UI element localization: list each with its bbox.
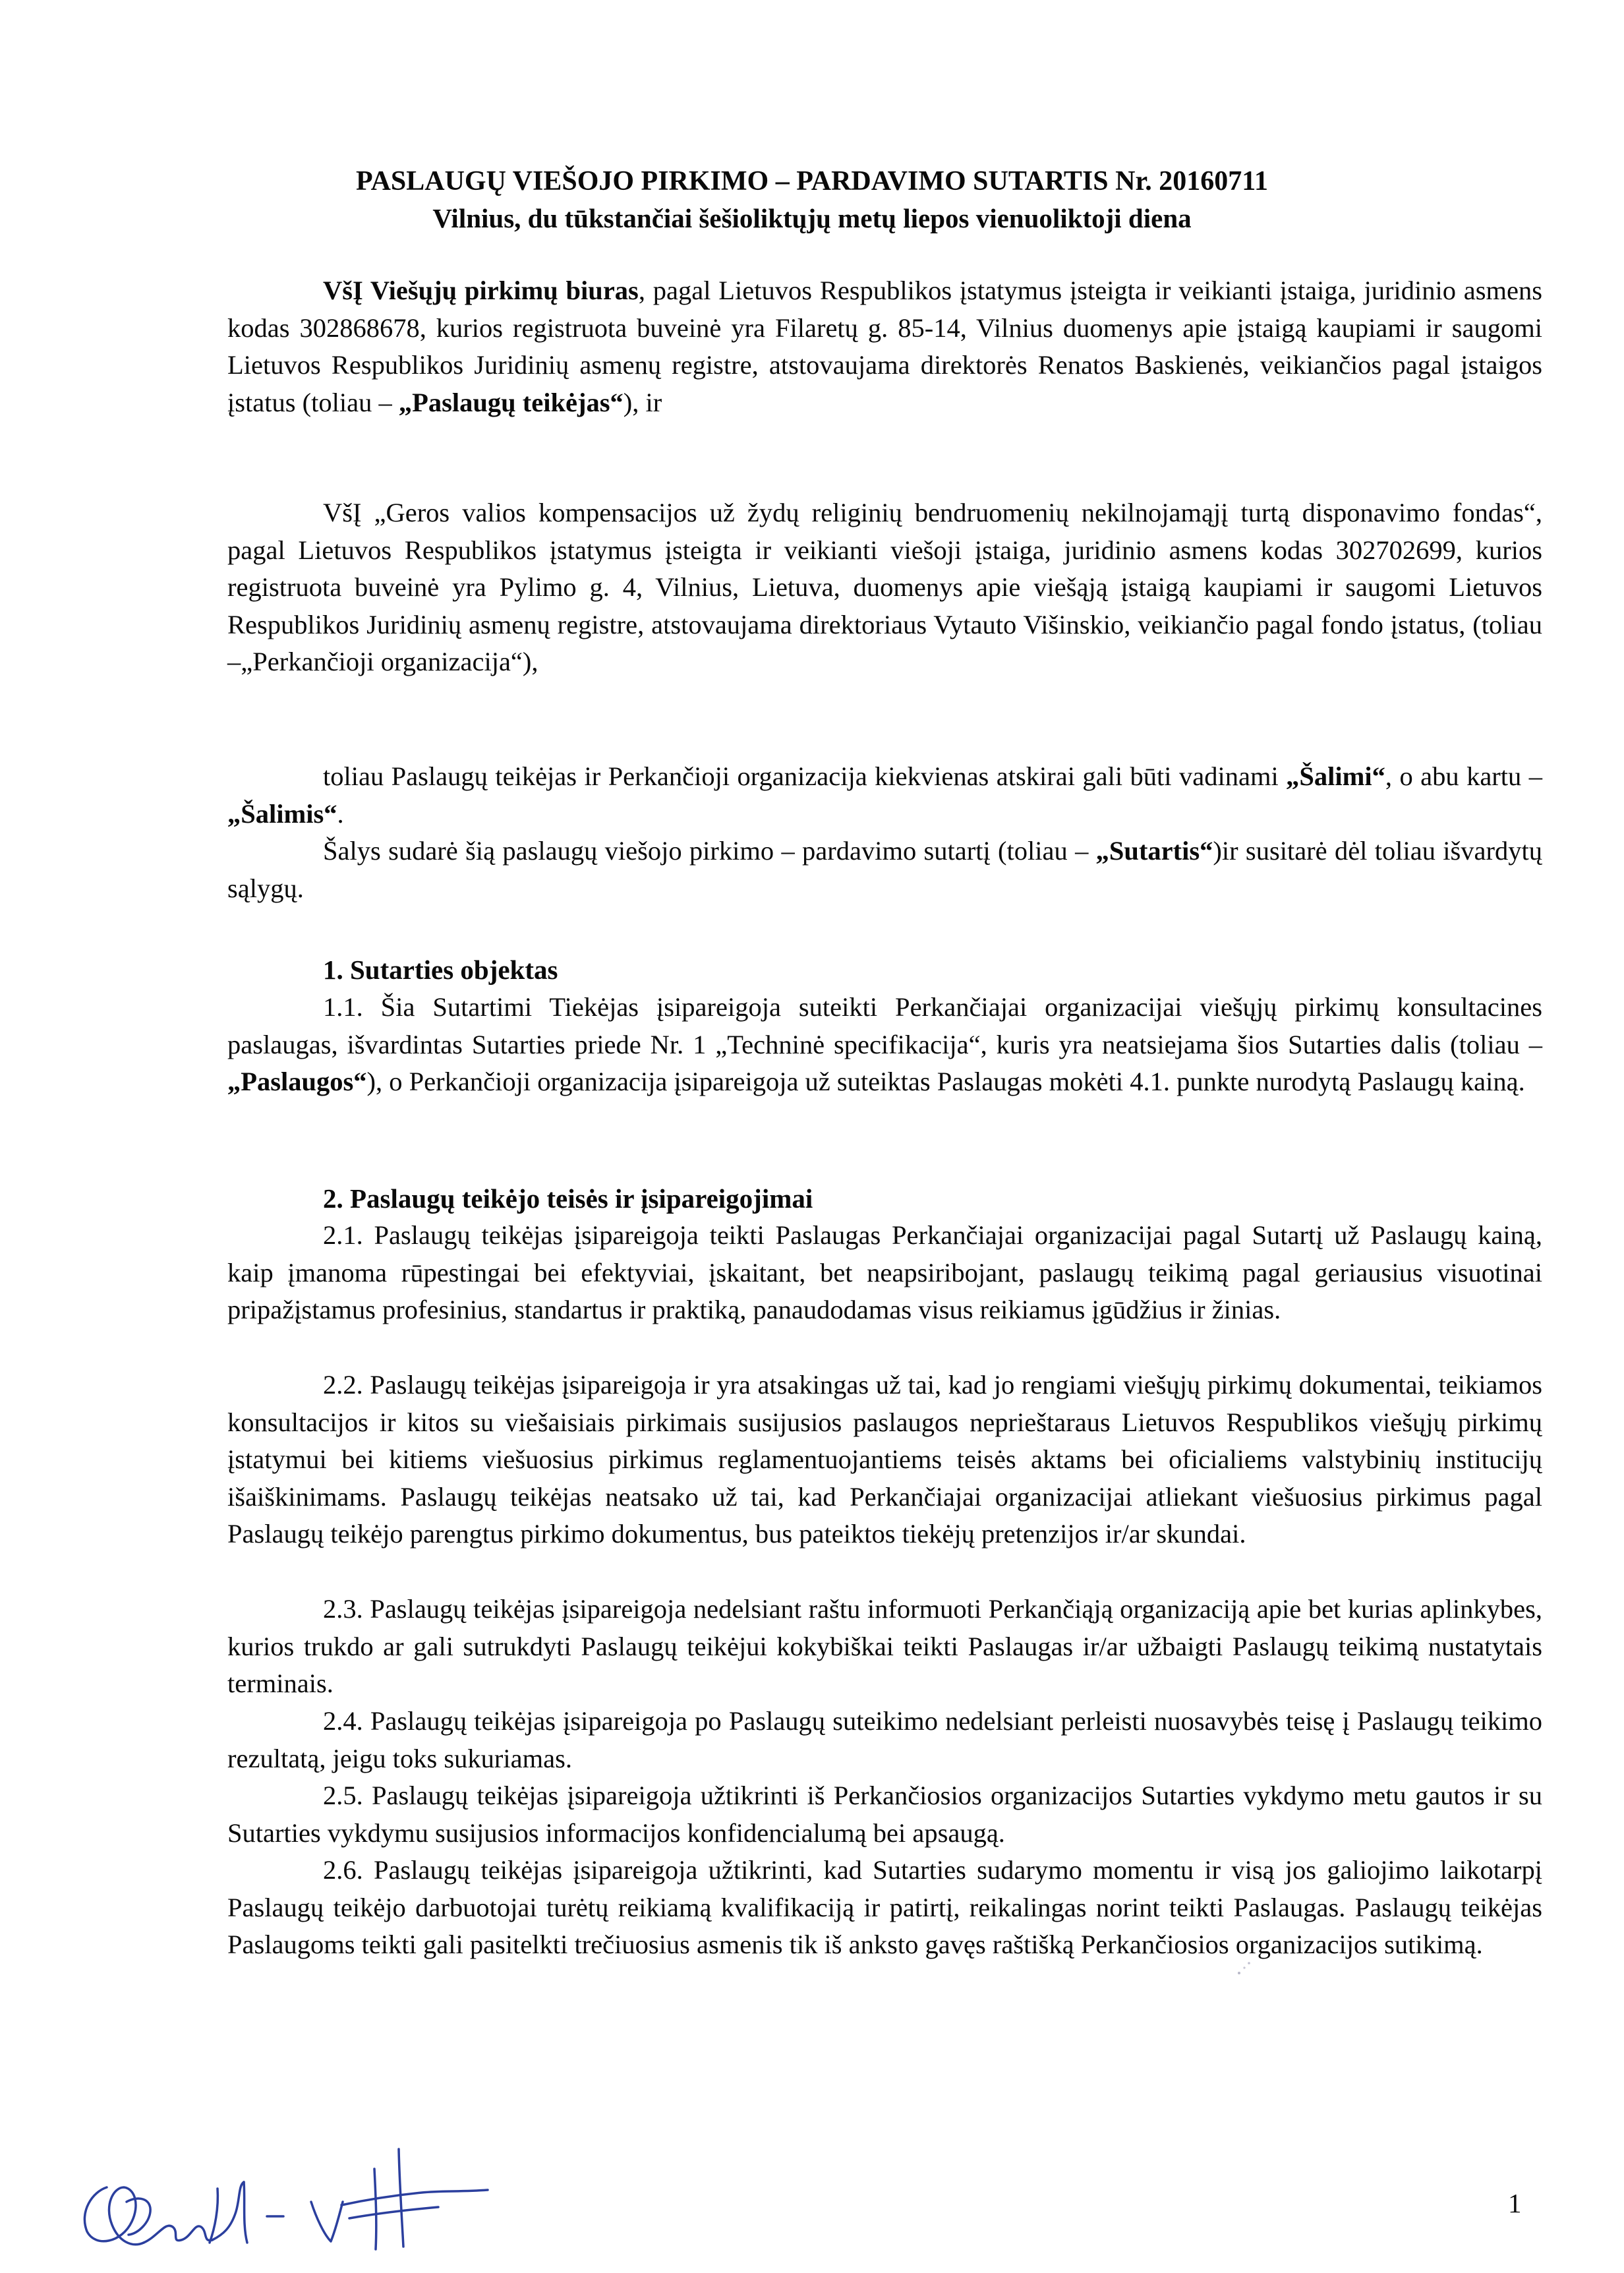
parties-note-text: toliau Paslaugų teikėjas ir Perkančioji organizacija kiekvienas atskirai gali būti vadinami (323, 761, 1279, 791)
section2-clause-2-6: 2.6. Paslaugų teikėjas įsipareigoja užtikrinti, kad Sutarties sudarymo momentu ir visą jos galiojimo laikotarpį Paslaugų teikėjo darbuotojai turėtų reikiamą kvalifikaciją ir patirtį, reikalingas norint teikti Paslaugas. Paslaugų teikėjas Paslaugoms teikti gali pasitelkti trečiuosius asmenis tik iš anksto gavęs raštišką Perkančiosios organizacijos sutikimą. (227, 1855, 1542, 1960)
parties-alias-plural: „Šalimis“ (227, 798, 337, 829)
party1-name: VšĮ Viešųjų pirkimų biuras (323, 276, 639, 305)
agreement-alias: „Sutartis“ (1095, 836, 1213, 866)
agreement-note-paragraph (227, 833, 1542, 907)
clause-1-1-alias: „Paslaugos“ (227, 1067, 367, 1097)
clause-1-1-start: 1.1. Šia Sutartimi Tiekėjas įsipareigoja suteikti Perkančiajai organizacijai viešųjų pirkimų konsultacines paslaugas, išvardintas Sutarties priede Nr. 1 „Techninė specifikacija“, kuris yra neatsiejama šios Sutarties dalis (toliau – (227, 992, 1542, 1059)
section1-clause-1-1 (227, 989, 1542, 1101)
agreement-note-end: )ir susitarė dėl toliau išvardytų sąlygų. (227, 836, 1542, 903)
section2-clause-2-1: 2.1. Paslaugų teikėjas įsipareigoja teikti Paslaugas Perkančiajai organizacijai pagal Sutartį už Paslaugų kainą, kaip įmanoma rūpestingai bei efektyviai, įskaitant, bet neapsiribojant, paslaugų teikimą pagal geriausius visuotinai pripažįstamus profesinius, standartus ir praktiką, panaudodamas visus reikiamus įgūdžius ir žinias. (227, 1220, 1542, 1325)
section2-clause-2-3: 2.3. Paslaugų teikėjas įsipareigoja nedelsiant raštu informuoti Perkančiąją organizaciją apie bet kurias aplinkybes, kurios trukdo ar gali sutrukdyti Paslaugų teikėjui kokybiškai teikti Paslaugas ir/ar užbaigti Paslaugų teikimą nustatytais terminais. (227, 1594, 1542, 1699)
document-title: PASLAUGŲ VIEŠOJO PIRKIMO – PARDAVIMO SUTARTIS Nr. 20160711 (356, 166, 1268, 196)
section2-heading: 2. Paslaugų teikėjo teisės ir įsipareigojimai (323, 1183, 813, 1214)
parties-note-middle: , o abu kartu – (1385, 761, 1542, 791)
party1-text: , pagal Lietuvos Respublikos įstatymus įsteigta ir veikianti įstaiga, juridinio asmens kodas 302868678, kurios registruota buveinė yra Filaretų g. 85-14, Vilnius duomenys apie įstaigą kaupiami ir saugomi Lietuvos Respublikos Juridinių asmenų registre, atstovaujama direktorės Renatos Baskienės, veikiančios pagal įstaigos įstatus (toliau – (227, 276, 1542, 417)
scan-speck (1232, 1955, 1259, 1981)
section2-clause-2-2: 2.2. Paslaugų teikėjas įsipareigoja ir yra atsakingas už tai, kad jo rengiami viešųjų pirkimų dokumentai, teikiamos konsultacijos ir kitos su viešaisiais pirkimais susijusios paslaugos neprieštaraus Lietuvos Respublikos viešųjų pirkimų įstatymui bei kitiems viešuosius pirkimus reglamentuojantiems teisės aktams bei oficialiems valstybinių institucijų išaiškinimams. Paslaugų teikėjas neatsako už tai, kad Perkančiajai organizacijai atliekant viešuosius pirkimus pagal Paslaugų teikėjo parengtus pirkimo dokumentus, bus pateiktos tiekėjų pretenzijos ir/ar skundai. (227, 1370, 1542, 1549)
clause-1-1-end: ), o Perkančioji organizacija įsipareigoja už suteiktas Paslaugas mokėti 4.1. punkte nurodytą Paslaugų kainą. (366, 1067, 1525, 1097)
handwritten-signature (66, 2070, 514, 2268)
party1-tail: ), ir (623, 387, 662, 417)
section1-heading: 1. Sutarties objektas (323, 955, 558, 985)
page-number: 1 (1508, 2188, 1522, 2218)
parties-note-end: . (337, 798, 344, 829)
parties-alias-single: „Šalimi“ (1286, 761, 1385, 791)
parties-note-paragraph (227, 758, 1542, 833)
party1-paragraph (227, 272, 1542, 421)
section2-clause-2-5: 2.5. Paslaugų teikėjas įsipareigoja užtikrinti iš Perkančiosios organizacijos Sutarties vykdymo metu gautos ir su Sutarties vykdymu susijusios informacijos konfidencialumą bei apsaugą. (227, 1781, 1542, 1848)
agreement-note-text: Šalys sudarė šią paslaugų viešojo pirkimo – pardavimo sutartį (toliau – (323, 836, 1089, 866)
section2-clause-2-4: 2.4. Paslaugų teikėjas įsipareigoja po Paslaugų suteikimo nedelsiant perleisti nuosavybės teisę į Paslaugų teikimo rezultatą, jeigu toks sukuriamas. (227, 1706, 1542, 1773)
party2-paragraph: VšĮ „Geros valios kompensacijos už žydų religinių bendruomenių nekilnojamąjį turtą disponavimo fondas“, pagal Lietuvos Respublikos įstatymus įsteigta ir veikianti viešoji įstaiga, juridinio asmens kodas 302702699, kurios registruota buveinė yra Pylimo g. 4, Vilnius, Lietuva, duomenys apie viešąją įstaigą kaupiami ir saugomi Lietuvos Respublikos Juridinių asmenų registre, atstovaujama direktoriaus Vytauto Višinskio, veikiančio pagal fondo įstatus, (toliau –„Perkančioji organizacija“), (227, 498, 1542, 677)
document-place-date: Vilnius, du tūkstančiai šešioliktųjų metų liepos vienuoliktoji diena (432, 203, 1192, 233)
party1-alias: „Paslaugų teikėjas“ (398, 387, 624, 417)
